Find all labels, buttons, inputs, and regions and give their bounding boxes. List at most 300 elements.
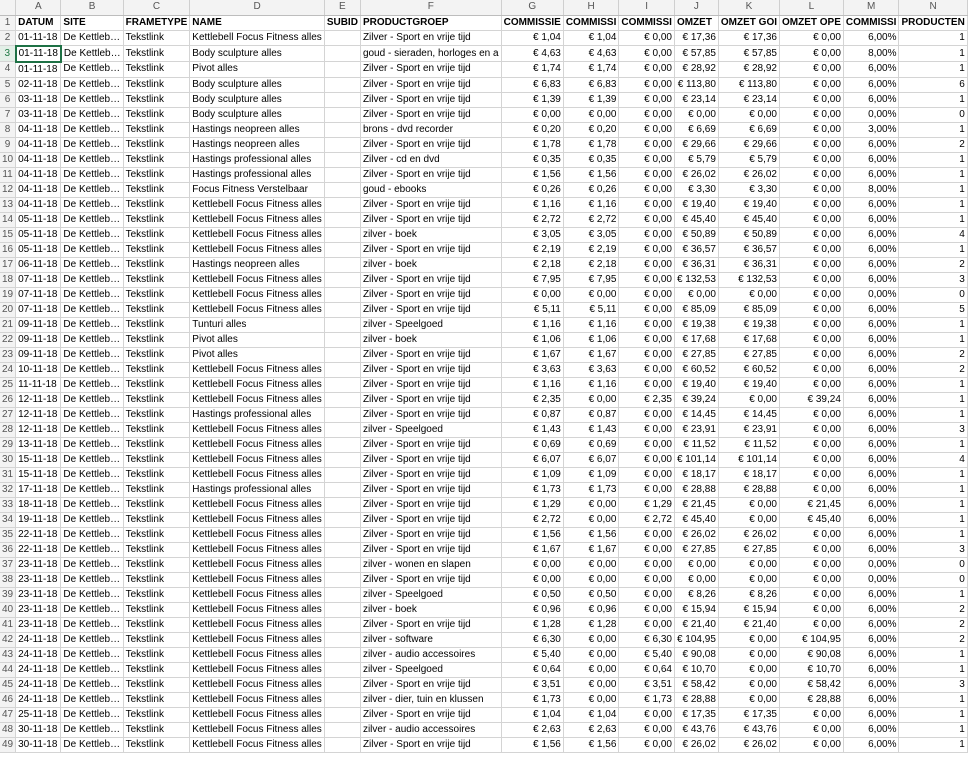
- table-cell[interactable]: 6,00%: [843, 137, 899, 152]
- table-cell[interactable]: € 3,05: [501, 227, 563, 242]
- table-cell[interactable]: € 0,00: [563, 107, 619, 122]
- header-cell[interactable]: SITE: [61, 15, 123, 30]
- table-cell[interactable]: 0,00%: [843, 287, 899, 302]
- table-cell[interactable]: [324, 227, 360, 242]
- table-cell[interactable]: Kettlebell Focus Fitness alles: [190, 197, 325, 212]
- table-cell[interactable]: € 0,26: [563, 182, 619, 197]
- table-cell[interactable]: 6,00%: [843, 392, 899, 407]
- table-cell[interactable]: € 0,00: [563, 692, 619, 707]
- table-cell[interactable]: 30-11-18: [16, 722, 61, 737]
- table-cell[interactable]: € 0,00: [780, 272, 844, 287]
- table-cell[interactable]: 5: [899, 302, 967, 317]
- table-cell[interactable]: € 27,85: [718, 542, 779, 557]
- header-cell[interactable]: FRAMETYPE: [123, 15, 190, 30]
- table-cell[interactable]: € 0,00: [780, 737, 844, 752]
- table-cell[interactable]: € 0,00: [619, 722, 675, 737]
- table-cell[interactable]: 05-11-18: [16, 227, 61, 242]
- table-cell[interactable]: De Kettleb…: [61, 452, 123, 467]
- table-cell[interactable]: € 0,00: [780, 602, 844, 617]
- table-cell[interactable]: € 0,96: [563, 602, 619, 617]
- table-cell[interactable]: € 0,00: [563, 572, 619, 587]
- table-cell[interactable]: Tekstlink: [123, 692, 190, 707]
- row-number[interactable]: 19: [0, 287, 16, 302]
- table-cell[interactable]: € 28,88: [718, 482, 779, 497]
- table-cell[interactable]: € 0,00: [619, 62, 675, 78]
- table-cell[interactable]: De Kettleb…: [61, 332, 123, 347]
- table-cell[interactable]: € 6,69: [718, 122, 779, 137]
- table-cell[interactable]: € 3,51: [501, 677, 563, 692]
- table-cell[interactable]: € 0,00: [718, 557, 779, 572]
- header-cell[interactable]: SUBID: [324, 15, 360, 30]
- table-cell[interactable]: Hastings professional alles: [190, 167, 325, 182]
- table-cell[interactable]: De Kettleb…: [61, 722, 123, 737]
- table-cell[interactable]: € 21,45: [780, 497, 844, 512]
- table-cell[interactable]: € 2,19: [563, 242, 619, 257]
- table-cell[interactable]: Tekstlink: [123, 467, 190, 482]
- table-cell[interactable]: € 0,00: [780, 302, 844, 317]
- table-cell[interactable]: € 0,50: [501, 587, 563, 602]
- table-cell[interactable]: Tekstlink: [123, 257, 190, 272]
- table-cell[interactable]: [324, 632, 360, 647]
- table-cell[interactable]: [324, 62, 360, 78]
- table-cell[interactable]: € 17,68: [674, 332, 718, 347]
- table-cell[interactable]: € 0,00: [619, 617, 675, 632]
- row-number[interactable]: 7: [0, 107, 16, 122]
- table-cell[interactable]: € 0,00: [780, 287, 844, 302]
- table-cell[interactable]: 1: [899, 407, 967, 422]
- row-number[interactable]: 39: [0, 587, 16, 602]
- table-cell[interactable]: € 19,40: [674, 197, 718, 212]
- table-cell[interactable]: € 36,31: [718, 257, 779, 272]
- table-cell[interactable]: 10-11-18: [16, 362, 61, 377]
- table-cell[interactable]: € 10,70: [674, 662, 718, 677]
- table-cell[interactable]: 6,00%: [843, 587, 899, 602]
- table-cell[interactable]: Hastings neopreen alles: [190, 137, 325, 152]
- table-cell[interactable]: € 0,00: [780, 407, 844, 422]
- table-cell[interactable]: Kettlebell Focus Fitness alles: [190, 527, 325, 542]
- row-number[interactable]: 37: [0, 557, 16, 572]
- table-cell[interactable]: Tekstlink: [123, 272, 190, 287]
- table-cell[interactable]: € 26,02: [674, 527, 718, 542]
- table-cell[interactable]: € 0,00: [619, 122, 675, 137]
- table-cell[interactable]: € 0,00: [780, 542, 844, 557]
- header-cell[interactable]: DATUM: [16, 15, 61, 30]
- table-cell[interactable]: 4: [899, 227, 967, 242]
- table-cell[interactable]: € 23,14: [718, 92, 779, 107]
- select-all-corner[interactable]: [0, 0, 16, 15]
- table-cell[interactable]: € 0,00: [780, 317, 844, 332]
- table-cell[interactable]: € 4,63: [501, 46, 563, 62]
- table-cell[interactable]: 04-11-18: [16, 197, 61, 212]
- table-cell[interactable]: De Kettleb…: [61, 587, 123, 602]
- table-cell[interactable]: € 1,06: [563, 332, 619, 347]
- table-cell[interactable]: 1: [899, 332, 967, 347]
- table-cell[interactable]: Kettlebell Focus Fitness alles: [190, 737, 325, 752]
- table-cell[interactable]: Tekstlink: [123, 332, 190, 347]
- table-cell[interactable]: Zilver - Sport en vrije tijd: [360, 212, 501, 227]
- table-cell[interactable]: € 0,00: [674, 287, 718, 302]
- table-cell[interactable]: Pivot alles: [190, 62, 325, 78]
- table-cell[interactable]: Tekstlink: [123, 452, 190, 467]
- table-cell[interactable]: 23-11-18: [16, 602, 61, 617]
- table-cell[interactable]: € 43,76: [718, 722, 779, 737]
- table-cell[interactable]: zilver - dier, tuin en klussen: [360, 692, 501, 707]
- table-cell[interactable]: € 1,04: [501, 707, 563, 722]
- table-cell[interactable]: De Kettleb…: [61, 512, 123, 527]
- table-cell[interactable]: Hastings professional alles: [190, 482, 325, 497]
- table-cell[interactable]: [324, 542, 360, 557]
- table-cell[interactable]: € 101,14: [674, 452, 718, 467]
- table-cell[interactable]: De Kettleb…: [61, 557, 123, 572]
- table-cell[interactable]: zilver - Speelgoed: [360, 317, 501, 332]
- table-cell[interactable]: € 0,00: [718, 677, 779, 692]
- table-cell[interactable]: € 0,00: [619, 167, 675, 182]
- table-cell[interactable]: 2: [899, 602, 967, 617]
- table-cell[interactable]: 2: [899, 362, 967, 377]
- table-cell[interactable]: € 0,00: [780, 362, 844, 377]
- table-cell[interactable]: € 90,08: [674, 647, 718, 662]
- table-cell[interactable]: [324, 242, 360, 257]
- table-cell[interactable]: Zilver - Sport en vrije tijd: [360, 482, 501, 497]
- table-cell[interactable]: € 0,00: [563, 662, 619, 677]
- table-cell[interactable]: 15-11-18: [16, 452, 61, 467]
- table-cell[interactable]: 23-11-18: [16, 617, 61, 632]
- table-cell[interactable]: De Kettleb…: [61, 527, 123, 542]
- table-cell[interactable]: 6,00%: [843, 437, 899, 452]
- table-cell[interactable]: 6,00%: [843, 227, 899, 242]
- table-cell[interactable]: De Kettleb…: [61, 497, 123, 512]
- table-cell[interactable]: € 1,73: [501, 692, 563, 707]
- table-cell[interactable]: € 0,00: [563, 512, 619, 527]
- table-cell[interactable]: Tekstlink: [123, 347, 190, 362]
- table-cell[interactable]: € 0,00: [718, 512, 779, 527]
- table-cell[interactable]: 12-11-18: [16, 422, 61, 437]
- table-cell[interactable]: Kettlebell Focus Fitness alles: [190, 662, 325, 677]
- table-cell[interactable]: € 45,40: [718, 212, 779, 227]
- table-cell[interactable]: € 0,00: [674, 557, 718, 572]
- table-cell[interactable]: Body sculpture alles: [190, 77, 325, 92]
- table-cell[interactable]: Zilver - Sport en vrije tijd: [360, 92, 501, 107]
- table-cell[interactable]: € 0,00: [619, 227, 675, 242]
- table-cell[interactable]: De Kettleb…: [61, 617, 123, 632]
- table-cell[interactable]: 22-11-18: [16, 527, 61, 542]
- table-cell[interactable]: 01-11-18: [16, 30, 61, 46]
- column-header-h[interactable]: H: [563, 0, 619, 15]
- table-cell[interactable]: Kettlebell Focus Fitness alles: [190, 557, 325, 572]
- table-cell[interactable]: € 1,74: [501, 62, 563, 78]
- table-cell[interactable]: 23-11-18: [16, 557, 61, 572]
- table-cell[interactable]: € 19,38: [718, 317, 779, 332]
- table-cell[interactable]: € 18,17: [674, 467, 718, 482]
- table-cell[interactable]: De Kettleb…: [61, 422, 123, 437]
- table-cell[interactable]: € 0,87: [563, 407, 619, 422]
- table-cell[interactable]: € 2,35: [619, 392, 675, 407]
- row-number[interactable]: 24: [0, 362, 16, 377]
- table-cell[interactable]: Tekstlink: [123, 122, 190, 137]
- table-cell[interactable]: De Kettleb…: [61, 692, 123, 707]
- table-cell[interactable]: Zilver - Sport en vrije tijd: [360, 272, 501, 287]
- table-cell[interactable]: € 4,63: [563, 46, 619, 62]
- table-cell[interactable]: € 0,00: [780, 30, 844, 46]
- table-cell[interactable]: € 0,00: [563, 287, 619, 302]
- table-cell[interactable]: 8,00%: [843, 182, 899, 197]
- table-cell[interactable]: 0,00%: [843, 557, 899, 572]
- table-cell[interactable]: 09-11-18: [16, 317, 61, 332]
- table-cell[interactable]: 6,00%: [843, 332, 899, 347]
- table-cell[interactable]: € 0,00: [619, 107, 675, 122]
- table-cell[interactable]: 1: [899, 707, 967, 722]
- table-cell[interactable]: Zilver - Sport en vrije tijd: [360, 707, 501, 722]
- table-cell[interactable]: [324, 707, 360, 722]
- table-cell[interactable]: € 21,40: [674, 617, 718, 632]
- table-cell[interactable]: € 0,00: [780, 707, 844, 722]
- table-cell[interactable]: € 0,00: [718, 287, 779, 302]
- table-cell[interactable]: € 0,00: [780, 212, 844, 227]
- table-cell[interactable]: € 85,09: [718, 302, 779, 317]
- table-cell[interactable]: € 1,67: [501, 542, 563, 557]
- table-cell[interactable]: € 28,92: [674, 62, 718, 78]
- table-cell[interactable]: [324, 647, 360, 662]
- table-cell[interactable]: Kettlebell Focus Fitness alles: [190, 437, 325, 452]
- table-cell[interactable]: € 2,35: [501, 392, 563, 407]
- table-cell[interactable]: Hastings neopreen alles: [190, 122, 325, 137]
- table-cell[interactable]: [324, 137, 360, 152]
- table-cell[interactable]: Pivot alles: [190, 332, 325, 347]
- table-cell[interactable]: € 6,83: [563, 77, 619, 92]
- table-cell[interactable]: € 0,87: [501, 407, 563, 422]
- table-cell[interactable]: Tekstlink: [123, 377, 190, 392]
- table-cell[interactable]: € 11,52: [674, 437, 718, 452]
- table-cell[interactable]: € 0,00: [619, 302, 675, 317]
- table-cell[interactable]: € 85,09: [674, 302, 718, 317]
- table-cell[interactable]: Kettlebell Focus Fitness alles: [190, 242, 325, 257]
- table-cell[interactable]: 6,00%: [843, 167, 899, 182]
- table-cell[interactable]: De Kettleb…: [61, 437, 123, 452]
- table-cell[interactable]: € 0,00: [780, 422, 844, 437]
- table-cell[interactable]: 1: [899, 482, 967, 497]
- table-cell[interactable]: € 0,00: [619, 707, 675, 722]
- table-cell[interactable]: 6,00%: [843, 362, 899, 377]
- table-cell[interactable]: Body sculpture alles: [190, 92, 325, 107]
- table-cell[interactable]: Tekstlink: [123, 527, 190, 542]
- table-cell[interactable]: € 1,16: [563, 197, 619, 212]
- table-cell[interactable]: [324, 122, 360, 137]
- table-cell[interactable]: € 0,00: [619, 377, 675, 392]
- table-cell[interactable]: De Kettleb…: [61, 92, 123, 107]
- table-cell[interactable]: 0: [899, 287, 967, 302]
- table-cell[interactable]: € 36,57: [718, 242, 779, 257]
- table-cell[interactable]: € 0,00: [780, 122, 844, 137]
- table-cell[interactable]: De Kettleb…: [61, 737, 123, 752]
- table-cell[interactable]: [324, 467, 360, 482]
- table-cell[interactable]: [324, 617, 360, 632]
- table-cell[interactable]: Zilver - Sport en vrije tijd: [360, 497, 501, 512]
- table-cell[interactable]: [324, 512, 360, 527]
- table-cell[interactable]: [324, 722, 360, 737]
- table-cell[interactable]: Zilver - Sport en vrije tijd: [360, 137, 501, 152]
- row-number[interactable]: 32: [0, 482, 16, 497]
- table-cell[interactable]: 12-11-18: [16, 392, 61, 407]
- table-cell[interactable]: [324, 602, 360, 617]
- table-cell[interactable]: € 0,00: [563, 677, 619, 692]
- table-cell[interactable]: € 0,00: [780, 437, 844, 452]
- table-cell[interactable]: € 1,56: [563, 737, 619, 752]
- table-cell[interactable]: Tekstlink: [123, 77, 190, 92]
- table-cell[interactable]: 1: [899, 647, 967, 662]
- table-cell[interactable]: € 0,00: [780, 452, 844, 467]
- table-cell[interactable]: € 1,56: [563, 167, 619, 182]
- column-header-j[interactable]: J: [674, 0, 718, 15]
- table-cell[interactable]: 1: [899, 242, 967, 257]
- table-cell[interactable]: [324, 92, 360, 107]
- table-cell[interactable]: 6: [899, 77, 967, 92]
- table-cell[interactable]: Zilver - Sport en vrije tijd: [360, 62, 501, 78]
- table-cell[interactable]: 24-11-18: [16, 647, 61, 662]
- table-cell[interactable]: De Kettleb…: [61, 287, 123, 302]
- table-cell[interactable]: De Kettleb…: [61, 122, 123, 137]
- table-cell[interactable]: € 0,00: [619, 46, 675, 62]
- table-cell[interactable]: 3: [899, 677, 967, 692]
- table-cell[interactable]: € 0,00: [718, 647, 779, 662]
- column-header-e[interactable]: E: [324, 0, 360, 15]
- table-cell[interactable]: Tekstlink: [123, 107, 190, 122]
- table-cell[interactable]: 1: [899, 692, 967, 707]
- table-cell[interactable]: Hastings professional alles: [190, 407, 325, 422]
- table-cell[interactable]: zilver - audio accessoires: [360, 647, 501, 662]
- table-cell[interactable]: € 39,24: [780, 392, 844, 407]
- table-cell[interactable]: € 27,85: [674, 347, 718, 362]
- table-cell[interactable]: [324, 257, 360, 272]
- table-cell[interactable]: De Kettleb…: [61, 317, 123, 332]
- table-cell[interactable]: € 26,02: [718, 737, 779, 752]
- table-cell[interactable]: € 0,00: [780, 92, 844, 107]
- column-header-n[interactable]: N: [899, 0, 967, 15]
- table-cell[interactable]: Zilver - Sport en vrije tijd: [360, 512, 501, 527]
- table-cell[interactable]: € 0,00: [674, 572, 718, 587]
- table-cell[interactable]: € 3,63: [563, 362, 619, 377]
- table-cell[interactable]: [324, 737, 360, 752]
- table-cell[interactable]: goud - sieraden, horloges en a: [360, 46, 501, 62]
- table-cell[interactable]: € 0,00: [619, 422, 675, 437]
- table-cell[interactable]: 0: [899, 107, 967, 122]
- table-cell[interactable]: 05-11-18: [16, 242, 61, 257]
- table-cell[interactable]: € 21,40: [718, 617, 779, 632]
- table-cell[interactable]: Zilver - Sport en vrije tijd: [360, 737, 501, 752]
- table-cell[interactable]: 02-11-18: [16, 77, 61, 92]
- table-cell[interactable]: Tekstlink: [123, 557, 190, 572]
- table-cell[interactable]: 13-11-18: [16, 437, 61, 452]
- table-cell[interactable]: € 5,11: [563, 302, 619, 317]
- table-cell[interactable]: € 19,40: [674, 377, 718, 392]
- table-cell[interactable]: € 19,40: [718, 377, 779, 392]
- header-cell[interactable]: COMMISSI: [563, 15, 619, 30]
- table-cell[interactable]: € 57,85: [718, 46, 779, 62]
- table-cell[interactable]: 1: [899, 587, 967, 602]
- row-number[interactable]: 3: [0, 46, 16, 62]
- table-cell[interactable]: € 0,64: [501, 662, 563, 677]
- table-cell[interactable]: 07-11-18: [16, 287, 61, 302]
- table-cell[interactable]: € 0,00: [619, 242, 675, 257]
- table-cell[interactable]: € 29,66: [718, 137, 779, 152]
- row-number[interactable]: 45: [0, 677, 16, 692]
- table-cell[interactable]: Kettlebell Focus Fitness alles: [190, 497, 325, 512]
- table-cell[interactable]: € 19,38: [674, 317, 718, 332]
- table-cell[interactable]: 30-11-18: [16, 737, 61, 752]
- table-cell[interactable]: € 0,00: [619, 77, 675, 92]
- table-cell[interactable]: Tekstlink: [123, 647, 190, 662]
- header-cell[interactable]: OMZET: [674, 15, 718, 30]
- table-cell[interactable]: 07-11-18: [16, 272, 61, 287]
- row-number[interactable]: 20: [0, 302, 16, 317]
- table-cell[interactable]: Tekstlink: [123, 317, 190, 332]
- column-header-b[interactable]: B: [61, 0, 123, 15]
- table-cell[interactable]: Kettlebell Focus Fitness alles: [190, 452, 325, 467]
- table-cell[interactable]: De Kettleb…: [61, 662, 123, 677]
- table-cell[interactable]: Tekstlink: [123, 437, 190, 452]
- table-cell[interactable]: [324, 332, 360, 347]
- table-cell[interactable]: Zilver - Sport en vrije tijd: [360, 677, 501, 692]
- table-cell[interactable]: 3: [899, 272, 967, 287]
- table-cell[interactable]: € 0,00: [718, 572, 779, 587]
- table-cell[interactable]: 6,00%: [843, 257, 899, 272]
- table-cell[interactable]: Kettlebell Focus Fitness alles: [190, 647, 325, 662]
- table-cell[interactable]: zilver - software: [360, 632, 501, 647]
- table-cell[interactable]: 1: [899, 662, 967, 677]
- table-cell[interactable]: € 1,56: [501, 737, 563, 752]
- table-cell[interactable]: € 0,00: [780, 167, 844, 182]
- table-cell[interactable]: € 18,17: [718, 467, 779, 482]
- table-cell[interactable]: Tekstlink: [123, 542, 190, 557]
- table-cell[interactable]: Kettlebell Focus Fitness alles: [190, 392, 325, 407]
- table-cell[interactable]: € 7,95: [563, 272, 619, 287]
- table-cell[interactable]: 2: [899, 347, 967, 362]
- table-cell[interactable]: [324, 497, 360, 512]
- table-cell[interactable]: € 3,51: [619, 677, 675, 692]
- table-cell[interactable]: € 26,02: [674, 167, 718, 182]
- table-cell[interactable]: € 0,00: [780, 572, 844, 587]
- table-cell[interactable]: € 0,00: [780, 332, 844, 347]
- table-cell[interactable]: Kettlebell Focus Fitness alles: [190, 362, 325, 377]
- table-cell[interactable]: € 0,00: [780, 527, 844, 542]
- table-cell[interactable]: € 15,94: [674, 602, 718, 617]
- table-cell[interactable]: € 1,29: [501, 497, 563, 512]
- table-cell[interactable]: € 0,00: [563, 647, 619, 662]
- table-cell[interactable]: Kettlebell Focus Fitness alles: [190, 632, 325, 647]
- table-cell[interactable]: 6,00%: [843, 422, 899, 437]
- table-cell[interactable]: Tekstlink: [123, 197, 190, 212]
- table-cell[interactable]: 8,00%: [843, 46, 899, 62]
- table-cell[interactable]: [324, 527, 360, 542]
- header-cell[interactable]: PRODUCTGROEP: [360, 15, 501, 30]
- table-cell[interactable]: € 1,04: [501, 30, 563, 46]
- table-cell[interactable]: 6,00%: [843, 77, 899, 92]
- table-cell[interactable]: Zilver - Sport en vrije tijd: [360, 377, 501, 392]
- table-cell[interactable]: € 0,00: [619, 257, 675, 272]
- table-cell[interactable]: Tekstlink: [123, 572, 190, 587]
- table-cell[interactable]: Kettlebell Focus Fitness alles: [190, 30, 325, 46]
- table-cell[interactable]: € 0,69: [563, 437, 619, 452]
- table-cell[interactable]: 1: [899, 46, 967, 62]
- header-cell[interactable]: COMMISSI: [619, 15, 675, 30]
- table-cell[interactable]: € 36,57: [674, 242, 718, 257]
- table-cell[interactable]: 6,00%: [843, 212, 899, 227]
- table-cell[interactable]: 6,00%: [843, 452, 899, 467]
- column-header-a[interactable]: A: [16, 0, 61, 15]
- table-cell[interactable]: € 101,14: [718, 452, 779, 467]
- table-cell[interactable]: € 0,00: [780, 197, 844, 212]
- table-cell[interactable]: € 60,52: [718, 362, 779, 377]
- table-cell[interactable]: € 5,40: [619, 647, 675, 662]
